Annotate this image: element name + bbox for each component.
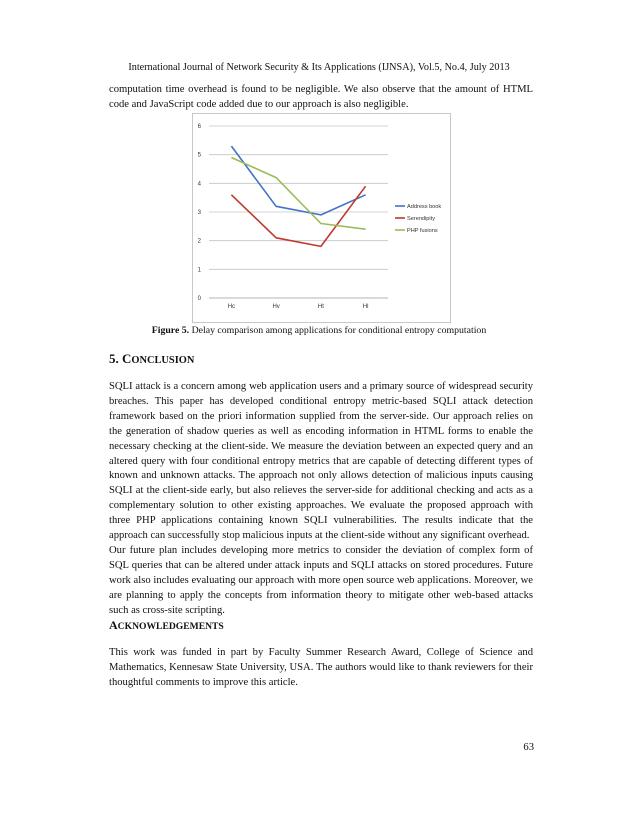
- intro-paragraph: [109, 83, 533, 113]
- conclusion-text-2: Our future plan includes developing more metrics to consider the deviation of complex form of SQL queries that can be altered under attack inputs and SQLI attacks on stored procedures. Future work also includes evaluating our approach with more open source web applications. Moreover, we are planning to apply the concepts from information theory to mitigate other web-based attacks such as cross-site scripting.: [109, 545, 533, 616]
- y-tick-label: 2: [197, 238, 201, 245]
- page-number: 63: [523, 742, 534, 753]
- y-tick-label: 1: [197, 267, 201, 274]
- intro-text: computation time overhead is found to be negligible. We also observe that the amount of HTML code and JavaScript code added due to our approach is also negligible.: [109, 84, 533, 110]
- series-line-1: [231, 186, 365, 246]
- conclusion-heading-rest: ONCLUSION: [131, 355, 195, 366]
- series-line-0: [231, 146, 365, 215]
- series-line-2: [231, 158, 365, 230]
- figure-caption-text: Delay comparison among applications for conditional entropy computation: [189, 325, 487, 336]
- acknowledgements-heading-rest: CKNOWLEDGEMENTS: [117, 621, 224, 632]
- x-tick-label: Ht: [317, 304, 324, 310]
- conclusion-heading: [109, 351, 194, 367]
- y-tick-label: 0: [197, 296, 201, 302]
- acknowledgements-paragraph: [109, 646, 533, 691]
- journal-header: International Journal of Network Security & Its Applications (IJNSA), Vol.5, No.4, July 2013: [128, 62, 510, 73]
- conclusion-heading-number: 5. C: [109, 351, 132, 366]
- x-tick-label: Hc: [227, 304, 236, 310]
- acknowledgements-heading: [109, 618, 224, 633]
- conclusion-paragraph-2: [109, 544, 533, 619]
- x-tick-label: Hl: [362, 304, 369, 310]
- figure-caption: [0, 325, 638, 336]
- acknowledgements-heading-first: A: [109, 618, 118, 632]
- y-tick-label: 6: [197, 124, 201, 130]
- conclusion-text-1: SQLI attack is a concern among web application users and a primary source of widespread security breaches. This paper has developed conditional entropy metric-based SQLI attack detection framework based on the priori information supplied from the server-side. Our approach relies on the generation of shadow queries as well as encoding information in HTML forms to enable the necessary checking at the client-side. We measure the deviation between an expected query and an altered query with four conditional entropy metrics that are capable of detecting different types of known and unknown attacks. The approach not only allows detection of malicious inputs causing SQLI at the client-side early, but also relieves the server-side for additional checking and acts as a complementary solution to other existing approaches. We evaluate the proposed approach with three PHP applications containing known SQLI vulnerabilities. The results indicate that the approach can successfully stop malicious inputs at the client-side without any significant overhead.: [109, 381, 533, 542]
- y-tick-label: 5: [197, 152, 201, 159]
- legend-label: Serendipity: [407, 216, 435, 222]
- y-tick-label: 3: [197, 210, 201, 216]
- figure-caption-label: Figure 5.: [151, 325, 190, 336]
- x-tick-label: Hv: [272, 304, 280, 310]
- acknowledgements-text: This work was funded in part by Faculty Summer Research Award, College of Science and Mathematics, Kennesaw State University, USA. The authors would like to thank reviewers for their thoughtful comments to improve this article.: [109, 647, 533, 688]
- line-chart: [193, 114, 452, 324]
- legend-label: Address book: [407, 204, 442, 210]
- legend-label: PHP fusions: [407, 228, 438, 234]
- y-tick-label: 4: [197, 181, 201, 188]
- figure-5-chart: [192, 113, 451, 323]
- conclusion-paragraph-1: [109, 380, 533, 544]
